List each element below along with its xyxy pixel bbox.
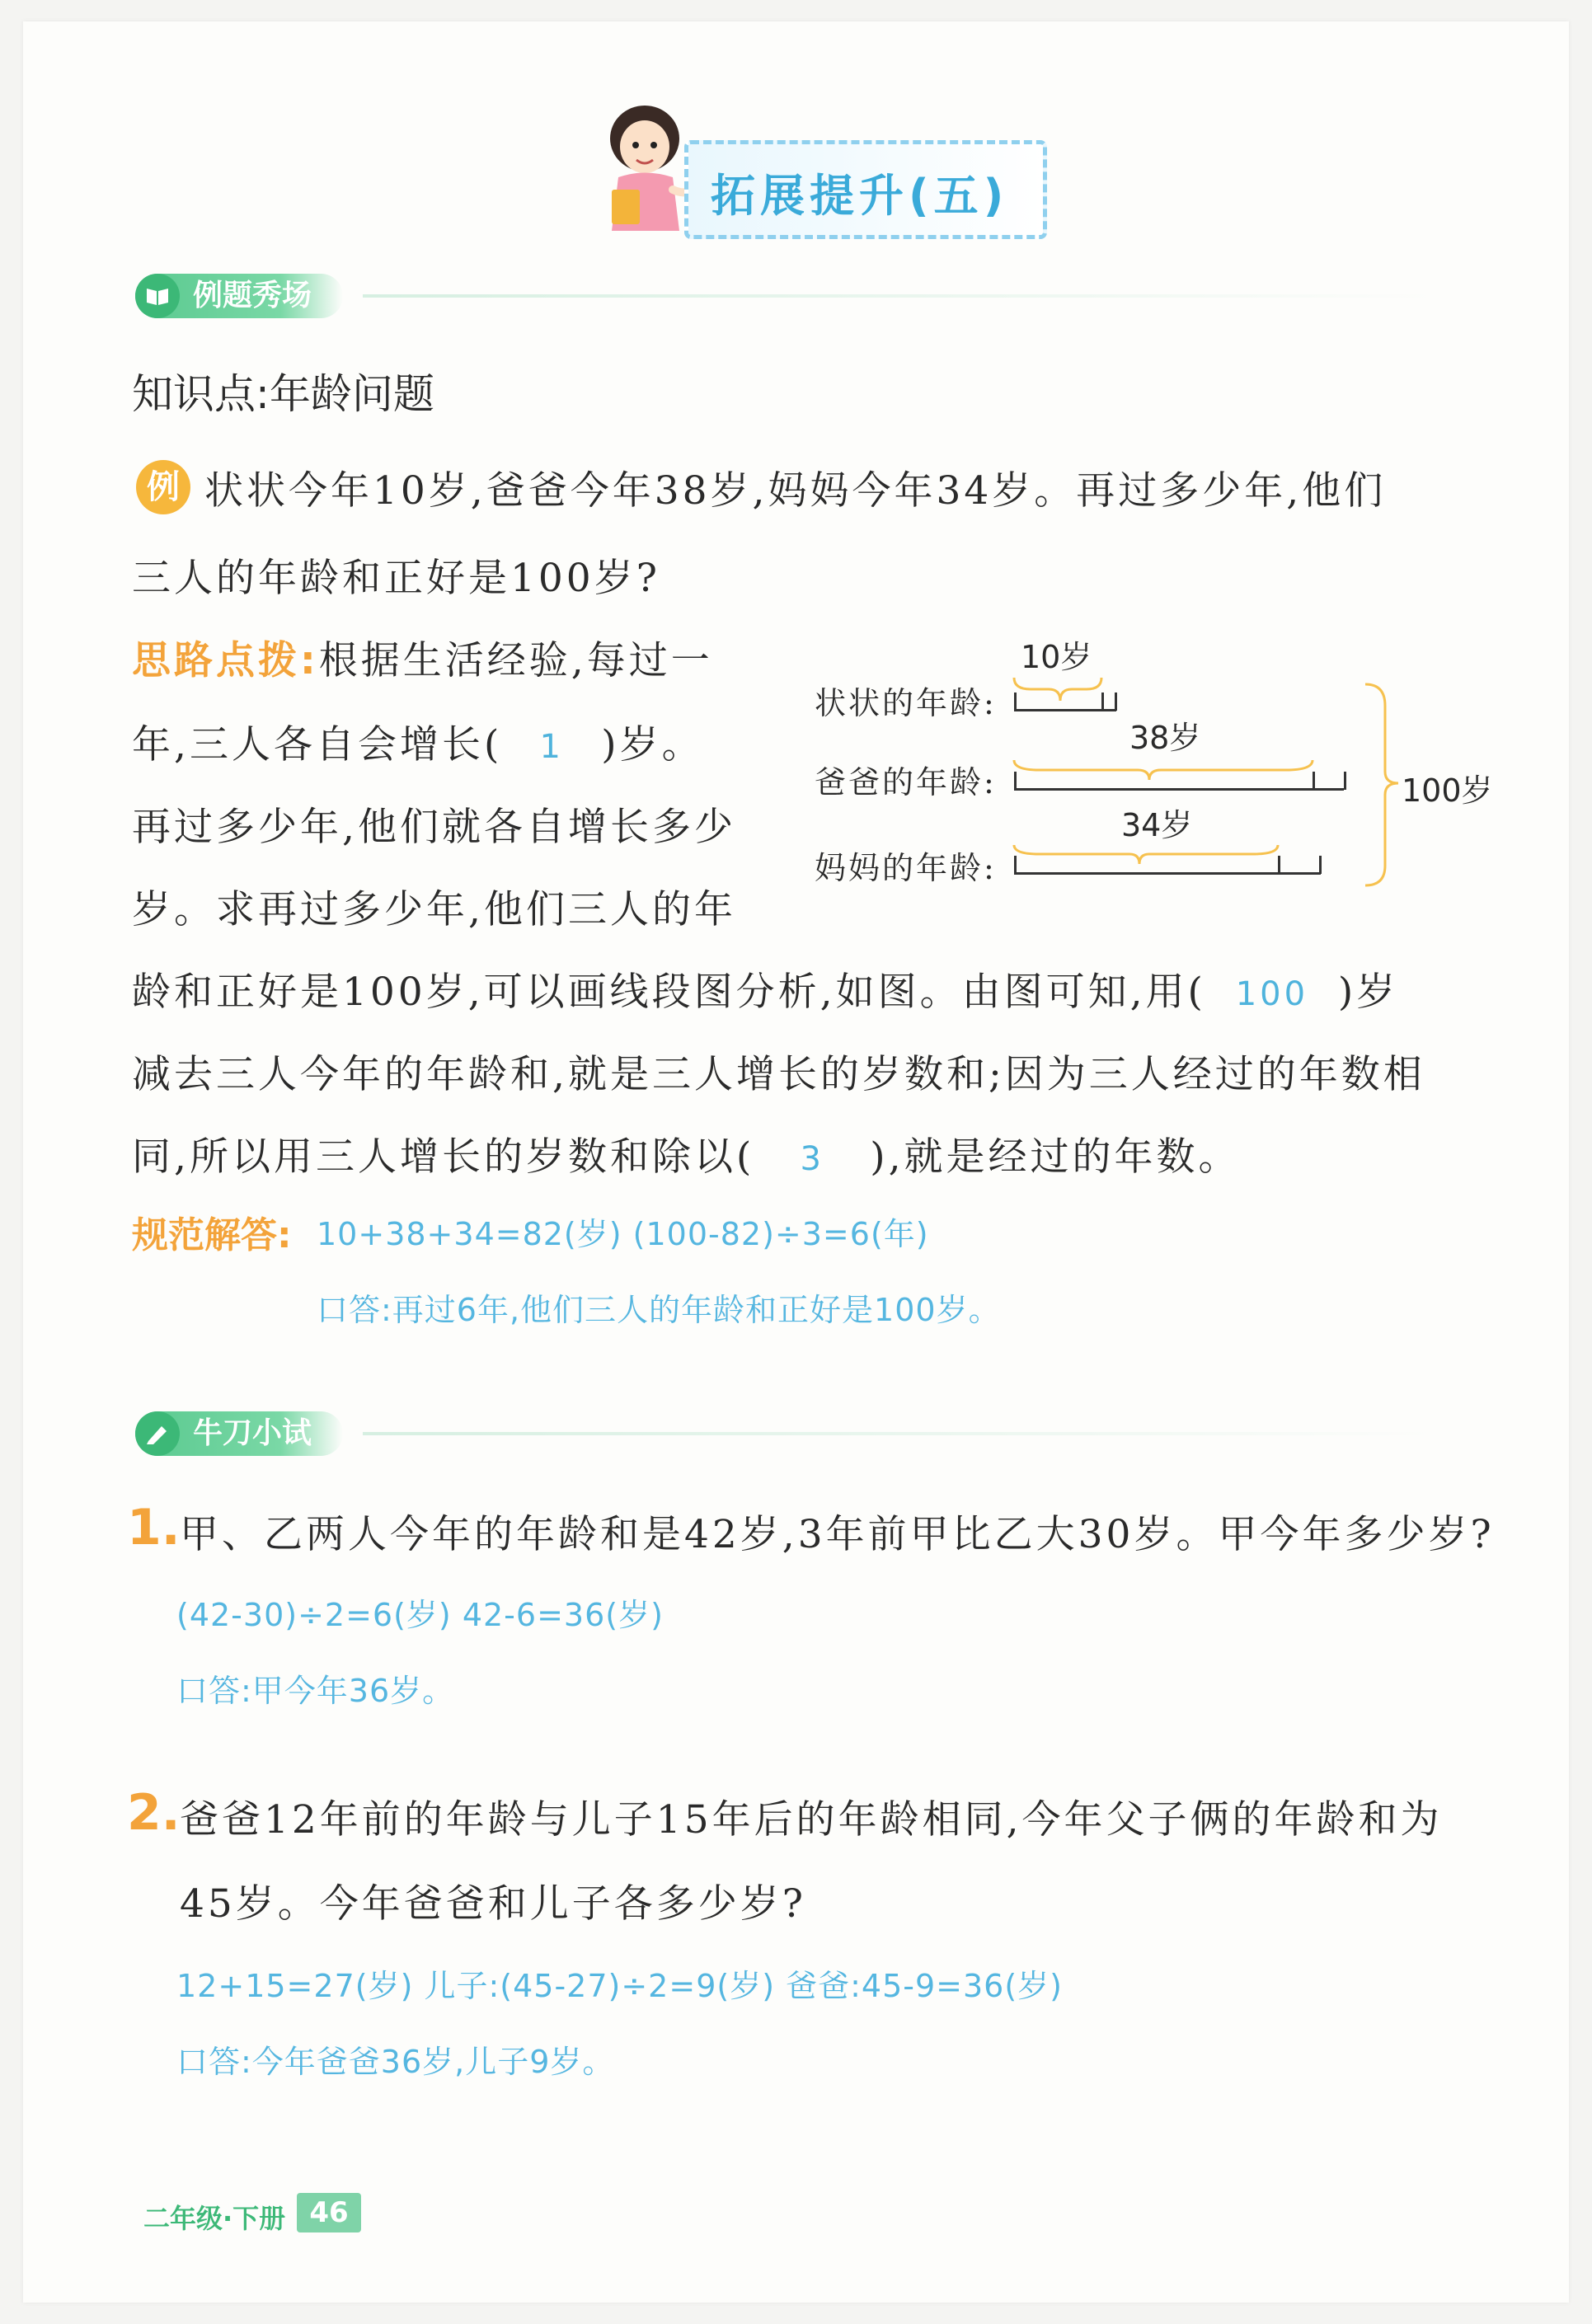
hint-line7: 同,所以用三人增长的岁数和除以( 3 ),就是经过的年数。 xyxy=(132,1134,1241,1180)
problem-2-number: 2. xyxy=(127,1784,181,1842)
hint-line6: 减去三人今年的年龄和,就是三人增长的岁数和;因为三人经过的年数相 xyxy=(132,1052,1425,1097)
section-divider-2 xyxy=(363,1432,1435,1435)
segment-label-father: 38岁 xyxy=(1129,720,1201,756)
line-segment-diagram xyxy=(808,627,1517,899)
knowledge-point: 知识点:年龄问题 xyxy=(132,370,434,418)
section-badge-practice: 牛刀小试 xyxy=(135,1411,343,1456)
answer-blank-2: 100 xyxy=(1235,975,1309,1013)
problem-2-text-line2: 45岁。今年爸爸和儿子各多少岁? xyxy=(180,1881,807,1927)
problem-2-answer: 口答:今年爸爸36岁,儿子9岁。 xyxy=(176,2044,615,2080)
row-label-mother: 妈妈的年龄: xyxy=(815,850,997,886)
example-text-line1: 状状今年10岁,爸爸今年38岁,妈妈今年34岁。再过多少年,他们 xyxy=(204,468,1387,514)
example-text-line2: 三人的年龄和正好是100岁? xyxy=(132,556,660,601)
problem-1-text: 甲、乙两人今年的年龄和是42岁,3年前甲比乙大30岁。甲今年多少岁? xyxy=(180,1512,1495,1557)
segment-label-zhuangzhuang: 10岁 xyxy=(1021,639,1092,675)
hint-label: 思路点拨: xyxy=(132,638,319,683)
hint-line5: 龄和正好是100岁,可以画线段图分析,如图。由图可知,用( 100 )岁 xyxy=(132,970,1399,1015)
problem-1-number: 1. xyxy=(127,1499,181,1556)
section-badge-examples: 例题秀场 xyxy=(135,274,343,318)
segment-label-mother: 34岁 xyxy=(1121,807,1193,843)
row-label-zhuangzhuang: 状状的年龄: xyxy=(815,685,997,721)
page-number: 46 xyxy=(297,2193,361,2232)
hint-line1: 思路点拨:根据生活经验,每过一 xyxy=(132,638,713,683)
example-marker: 例 xyxy=(136,460,190,514)
row-label-father: 爸爸的年龄: xyxy=(815,764,997,800)
hint-line3: 再过多少年,他们就各自增长多少 xyxy=(132,805,736,850)
answer-blank-3: 3 xyxy=(800,1140,824,1178)
problem-2-text-line1: 爸爸12年前的年龄与儿子15年后的年龄相同,今年父子俩的年龄和为 xyxy=(180,1797,1443,1843)
page-title: 拓展提升(五) xyxy=(711,170,1009,222)
solution-work: 10+38+34=82(岁) (100-82)÷3=6(年) xyxy=(317,1216,929,1252)
grade-label: 二年级·下册 xyxy=(143,2203,286,2234)
problem-1-answer: 口答:甲今年36岁。 xyxy=(176,1673,455,1709)
problem-2-work: 12+15=27(岁) 儿子:(45-27)÷2=9(岁) 爸爸:45-9=36(岁) xyxy=(176,1968,1063,2004)
problem-1-work: (42-30)÷2=6(岁) 42-6=36(岁) xyxy=(176,1597,664,1633)
segment-total-label: 100岁 xyxy=(1402,772,1493,809)
segment-father xyxy=(1014,788,1344,791)
pencil-icon xyxy=(135,1411,180,1456)
hint-line4: 岁。求再过多少年,他们三人的年 xyxy=(132,887,736,932)
section-divider xyxy=(363,294,1435,298)
answer-blank-1: 1 xyxy=(539,728,564,766)
hint-line2: 年,三人各自会增长( 1 )岁。 xyxy=(132,722,704,768)
segment-mother xyxy=(1014,872,1321,875)
solution-answer: 口答:再过6年,他们三人的年龄和正好是100岁。 xyxy=(317,1292,1001,1328)
solution-label: 规范解答: xyxy=(132,1214,292,1256)
book-icon xyxy=(135,274,180,318)
